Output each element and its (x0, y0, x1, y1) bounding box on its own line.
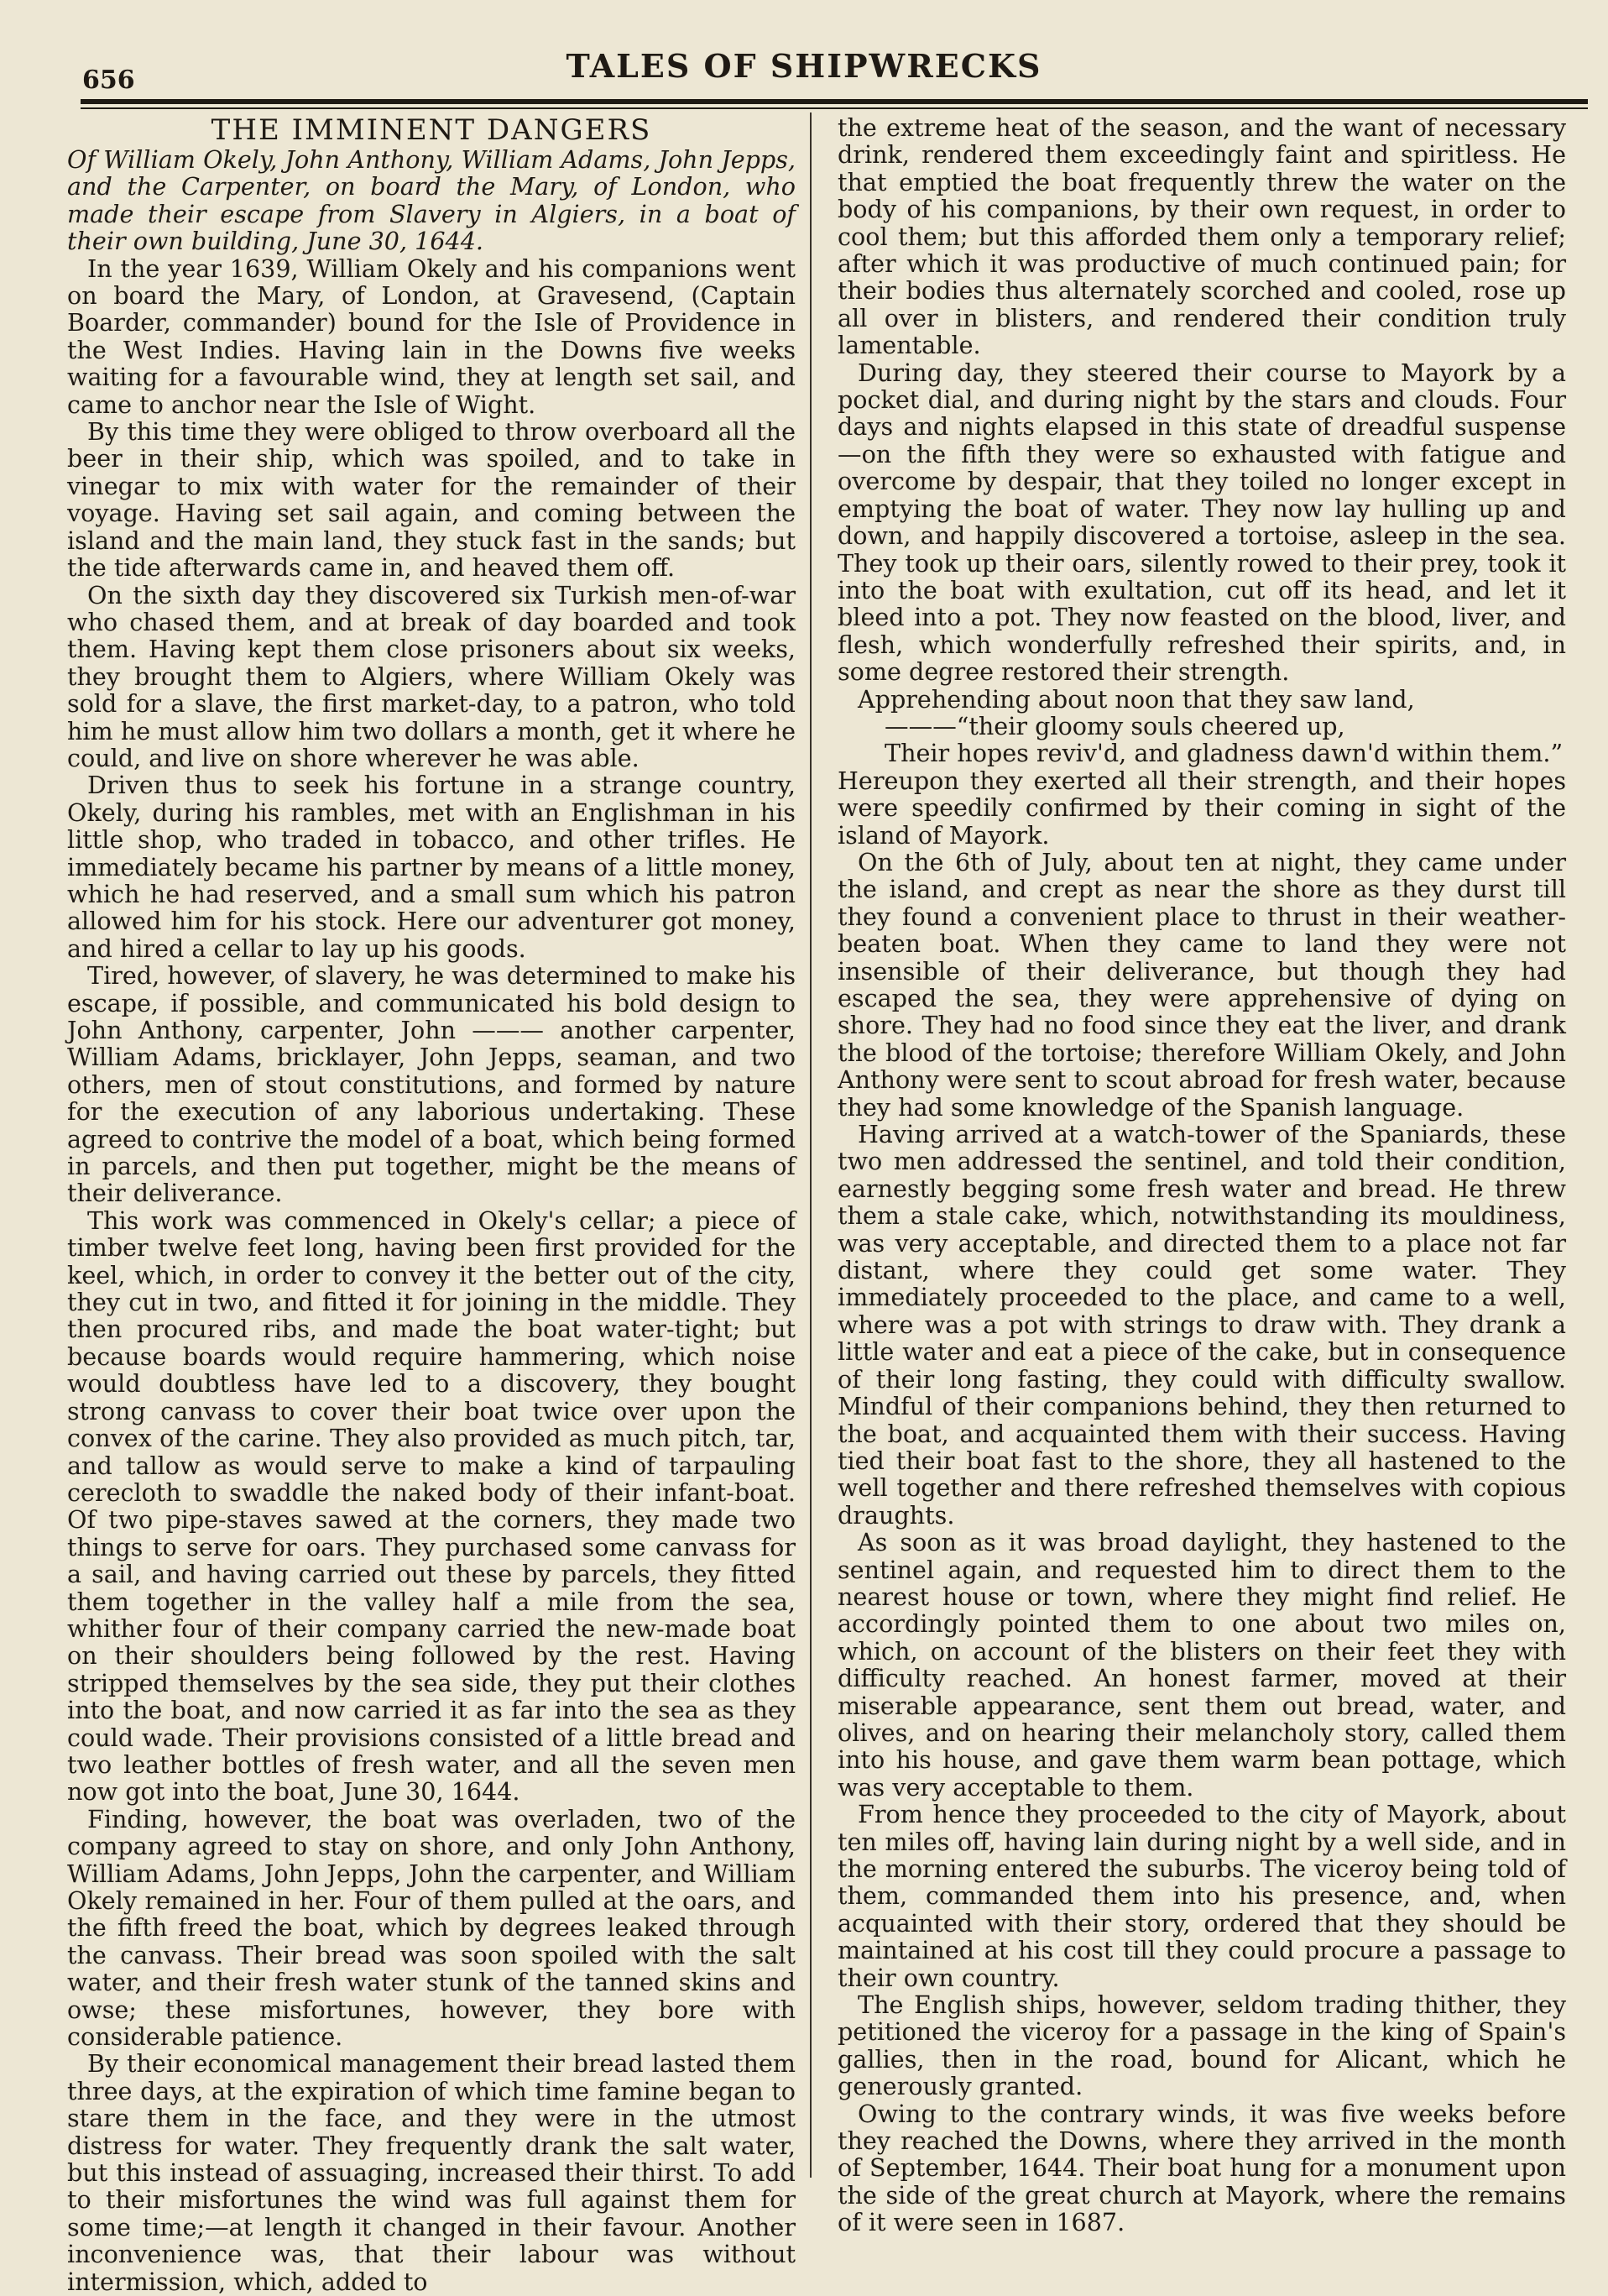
paragraph: On the 6th of July, about ten at night, they came under the island, and crept as near the shore as they durst till they found a convenient place to thrust in their weather-beaten boat. When they came to land they were not insensible of their deliverance, but though they had escaped the sea, they were apprehensive of dying on shore. They had no food since they eat the liver, and drank the blood of the tortoise; therefore William Okely, and John Anthony were sent to scout abroad for fresh water, because they had some knowledge of the Spanish language. (838, 847, 1566, 1122)
left-column (67, 114, 796, 2295)
paragraph: Driven thus to seek his fortune in a strange country, Okely, during his rambles, met with an Englishman in his little shop, who traded in tobacco, and other trifles. He immediately became his partner by means of a little money, which he had reserved, and a small sum which his patron allowed him for his stock. Here our adventurer got money, and hired a cellar to lay up his goods. (67, 771, 796, 963)
page-number: 656 (82, 65, 135, 95)
paragraph: Finding, however, the boat was overladen, two of the company agreed to stay on shore, and only John Anthony, William Adams, John Jepps, John the carpenter, and William Okely remained in her. Four of them pulled at the oars, and the fifth freed the boat, which by degrees leaked through the canvass. Their bread was soon spoiled with the salt water, and their fresh water stunk of the tanned skins and owse; these misfortunes, however, they bore with considerable patience. (67, 1804, 796, 2052)
paragraph: From hence they proceeded to the city of Mayork, about ten miles off, having lain during night by a well side, and in the morning entered the suburbs. The viceroy being told of them, commanded them into his presence, and, when acquainted with their story, ordered that they should be maintained at his cost till they could procure a passage to their own country. (838, 1800, 1566, 1992)
paragraph: Tired, however, of slavery, he was determined to make his escape, if possible, and communicated his bold design to John Anthony, carpenter, John ——— another carpenter, William Adams, bricklayer, John Jepps, seaman, and two others, men of stout constitutions, and formed by nature for the execution of any laborious undertaking. These agreed to contrive the model of a boat, which being formed in parcels, and then put together, might be the means of their deliverance. (67, 961, 796, 1208)
paragraph: On the sixth day they discovered six Turkish men-of-war who chased them, and at break of day boarded and took them. Having kept them close prisoners about six weeks, they brought them to Algiers, where William Okely was sold for a slave, the first market-day, to a patron, who told him he must allow him two dollars a month, get it where he could, and live on shore wherever he was able. (67, 580, 796, 772)
article-title: THE IMMINENT DANGERS (211, 113, 652, 147)
paragraph: Hereupon they exerted all their strength, and their hopes were speedily confirmed by their coming in sight of the island of Mayork. (838, 766, 1566, 850)
verse-quote (838, 713, 1566, 767)
right-column (838, 114, 1566, 2236)
paragraph: Having arrived at a watch-tower of the Spaniards, these two men addressed the sentinel, and told their condition, earnestly begging some fresh water and bread. He threw them a stale cake, which, notwithstanding its mouldiness, was very acceptable, and directed them to a place not far distant, where they could get some water. They immediately proceeded to the place, and came to a well, where was a pot with strings to draw with. They drank a little water and eat a piece of the cake, but in consequence of their long fasting, they could with difficulty swallow. Mindful of their companions behind, they then returned to the boat, and acquainted them with their success. Having tied their boat fast to the shore, they all hastened to the well together and there refreshed themselves with copious draughts. (838, 1120, 1566, 1530)
paragraph: This work was commenced in Okely's cellar; a piece of timber twelve feet long, having been first provided for the keel, which, in order to convey it the better out of the city, they cut in two, and fitted it for joining in the middle. They then procured ribs, and made the boat water-tight; but because boards would require hammering, which noise would doubtless have led to a discovery, they bought strong canvass to cover their boat twice over upon the convex of the carine. They also provided as much pitch, tar, and tallow as would serve to make a kind of tarpauling cerecloth to swaddle the naked body of their infant-boat. Of two pipe-staves sawed at the corners, they made two things to serve for oars. They purchased some canvass for a sail, and having carried out these by parcels, they fitted them together in the valley half a mile from the sea, whither four of their company carried the new-made boat on their shoulders being followed by the rest. Having stripped themselves by the sea side, they put their clothes into the boat, and now carried it as far into the sea as they could wade. Their provisions consisted of a little bread and two leather bottles of fresh water, and all the seven men now got into the boat, June 30, 1644. (67, 1206, 796, 1807)
paragraph: By this time they were obliged to throw overboard all the beer in their ship, which was spoiled, and to take in vinegar to mix with water for the remainder of their voyage. Having set sail again, and coming between the island and the main land, they stuck fast in the sands; but the tide afterwards came in, and heaved them off. (67, 417, 796, 583)
paragraph: As soon as it was broad daylight, they hastened to the sentinel again, and requested him to direct them to the nearest house or town, where they might find relief. He accordingly pointed them to one about two miles on, which, on account of the blisters on their feet they with difficulty reached. An honest farmer, moved at their miserable appearance, sent them out bread, water, and olives, and on hearing their melancholy story, called them into his house, and gave them warm bean pottage, which was very acceptable to them. (838, 1528, 1566, 1802)
header-rule-thin (81, 107, 1588, 109)
paragraph: The English ships, however, seldom trading thither, they petitioned the viceroy for a passage in the king of Spain's gallies, then in the road, bound for Alicant, which he generously granted. (838, 1990, 1566, 2101)
header-rule-thick (81, 99, 1588, 104)
article-subtitle: Of William Okely, John Anthony, William Adams, John Jepps, and the Carpenter, on board the Mary, of London, who made their escape from Slavery in Algiers, in a boat of their own building, June 30, 1644. (67, 145, 796, 256)
paragraph: Owing to the contrary winds, it was five weeks before they reached the Downs, where they arrived in the month of September, 1644. Their boat hung for a monument upon the side of the great church at Mayork, where the remains of it were seen in 1687. (838, 2099, 1566, 2237)
verse-line: ———“their gloomy souls cheered up, (885, 711, 1345, 740)
paragraph: In the year 1639, William Okely and his companions went on board the Mary, of London, at Gravesend, (Captain Boarder, commander) bound for the Isle of Providence in the West Indies. Having lain in the Downs five weeks waiting for a favourable wind, they at length set sail, and came to anchor near the Isle of Wight. (67, 254, 796, 419)
paragraph: the extreme heat of the season, and the want of necessary drink, rendered them exceedingly faint and spiritless. He that emptied the boat frequently threw the water on the body of his companions, by their own request, in order to cool them; but this afforded them only a temporary relief; after which it was productive of much continued pain; for their bodies thus alternately scorched and cooled, rose up all over in blisters, and rendered their condition truly lamentable. (838, 113, 1566, 360)
verse-line: Their hopes reviv'd, and gladness dawn'd within them.” (885, 739, 1564, 768)
paragraph: Apprehending about noon that they saw land, (858, 684, 1415, 714)
running-head: TALES OF SHIPWRECKS (566, 47, 1042, 85)
paragraph: During day, they steered their course to Mayork by a pocket dial, and during night by the stars and clouds. Four days and nights elapsed in this state of dreadful suspense—on the fifth they were so exhausted with fatigue and overcome by despair, that they toiled no longer except in emptying the boat of water. They now lay hulling up and down, and happily discovered a tortoise, asleep in the sea. They took up their oars, silently rowed to their prey, took it into the boat with exultation, cut off its head, and let it bleed into a pot. They now feasted on the blood, liver, and flesh, which wonderfully refreshed their spirits, and, in some degree restored their strength. (838, 358, 1566, 687)
column-divider (810, 112, 812, 2178)
paragraph: By their economical management their bread lasted them three days, at the expiration of which time famine began to stare them in the face, and they were in the utmost distress for water. They frequently drank the salt water, but this instead of assuaging, increased their thirst. To add to their misfortunes the wind was full against them for some time;—at length it changed in their favour. Another inconvenience was, that their labour was without intermission, which, added to (67, 2049, 796, 2296)
